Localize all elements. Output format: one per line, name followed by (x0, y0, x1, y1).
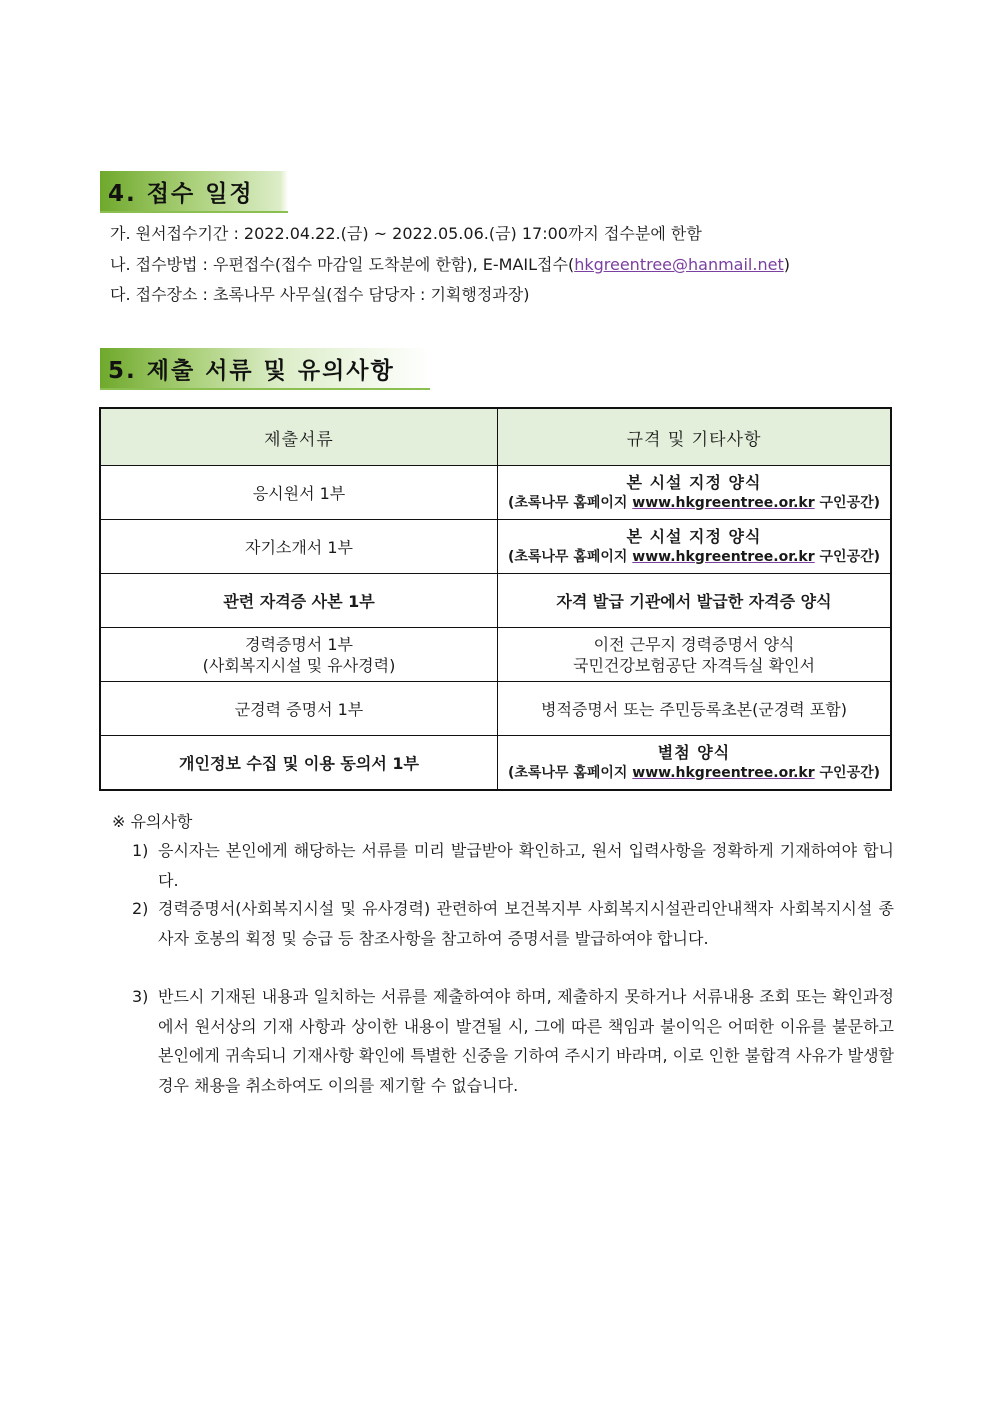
table-row (100, 682, 891, 736)
note-item (132, 836, 894, 895)
application-method-close: ) (783, 255, 790, 274)
section-5-title: 5. 제출 서류 및 유의사항 (100, 348, 430, 390)
note-item (132, 982, 894, 1100)
note-number: 2) (132, 899, 149, 918)
application-method-text: 나. 접수방법 : 우편접수(접수 마감일 도착분에 한함), E-MAIL접수( (110, 255, 575, 274)
spec-pre: (초록나무 홈페이지 (507, 548, 633, 565)
table-row (100, 574, 891, 628)
email-link[interactable]: hkgreentree@hanmail.net (574, 255, 784, 274)
doc-line-1: 경력증명서 1부 (244, 634, 353, 654)
spec-line-2: 국민건강보험공단 자격득실 확인서 (572, 655, 815, 675)
homepage-link[interactable]: www.hkgreentree.or.kr (632, 494, 815, 511)
spec-cell: 자격 발급 기관에서 발급한 자격증 양식 (498, 574, 892, 628)
spec-sub (504, 547, 884, 567)
doc-cell: 군경력 증명서 1부 (100, 682, 498, 736)
spec-line-1: 이전 근무지 경력증명서 양식 (593, 634, 795, 654)
spec-post: 구인공간) (814, 764, 881, 781)
note-text: 응시자는 본인에게 해당하는 서류를 미리 발급받아 확인하고, 원서 입력사항을 정확하게 기재하여야 합니다. (158, 841, 894, 890)
section-4-title: 4. 접수 일정 (100, 171, 288, 213)
table-row (100, 466, 891, 520)
spec-cell (498, 466, 892, 520)
spec-pre: (초록나무 홈페이지 (507, 494, 633, 511)
spec-sub (504, 763, 884, 783)
header-specs: 규격 및 기타사항 (498, 408, 892, 466)
table-row (100, 628, 891, 682)
spec-main: 본 시설 지정 양식 (626, 526, 762, 546)
table-row (100, 736, 891, 791)
spec-main: 본 시설 지정 양식 (626, 472, 762, 492)
spec-sub (504, 493, 884, 513)
note-number: 1) (132, 841, 149, 860)
spec-post: 구인공간) (814, 494, 881, 511)
notes-title: ※ 유의사항 (112, 812, 193, 831)
doc-cell: 관련 자격증 사본 1부 (100, 574, 498, 628)
header-documents: 제출서류 (100, 408, 498, 466)
spec-cell (498, 736, 892, 791)
table-row (100, 520, 891, 574)
doc-cell (100, 628, 498, 682)
application-place: 다. 접수장소 : 초록나무 사무실(접수 담당자 : 기획행정과장) (110, 285, 530, 304)
doc-line-2: (사회복지시설 및 유사경력) (202, 655, 396, 675)
table-header-row (100, 408, 891, 466)
homepage-link[interactable]: www.hkgreentree.or.kr (632, 548, 815, 565)
spec-cell (498, 628, 892, 682)
note-number: 3) (132, 987, 149, 1006)
application-period: 가. 원서접수기간 : 2022.04.22.(금) ~ 2022.05.06.(금) 17:00까지 접수분에 한함 (110, 224, 702, 243)
spec-post: 구인공간) (814, 548, 881, 565)
note-text: 반드시 기재된 내용과 일치하는 서류를 제출하여야 하며, 제출하지 못하거나 서류내용 조회 또는 확인과정에서 원서상의 기재 사항과 상이한 내용이 발견될 시, 그에 따른 책임과 불이익은 어떠한 이유를 불문하고 본인에게 귀속되니 기재사항 확인에 특별한 신중을 기하여 주시기 바라며, 이로 인한 불합격 사유가 발생할 경우 채용을 취소하여도 이의를 제기할 수 없습니다. (158, 987, 894, 1095)
note-item (132, 894, 894, 953)
spec-main: 별첨 양식 (657, 742, 731, 762)
spec-cell (498, 520, 892, 574)
spec-pre: (초록나무 홈페이지 (507, 764, 633, 781)
application-method (110, 255, 790, 275)
homepage-link[interactable]: www.hkgreentree.or.kr (632, 764, 815, 781)
documents-table (99, 407, 892, 791)
doc-cell: 응시원서 1부 (100, 466, 498, 520)
doc-cell: 개인정보 수집 및 이용 동의서 1부 (100, 736, 498, 791)
note-text: 경력증명서(사회복지시설 및 유사경력) 관련하여 보건복지부 사회복지시설관리안내책자 사회복지시설 종사자 호봉의 획정 및 승급 등 참조사항을 참고하여 증명서를 발급하여야 합니다. (158, 899, 894, 948)
spec-cell: 병적증명서 또는 주민등록초본(군경력 포함) (498, 682, 892, 736)
doc-cell: 자기소개서 1부 (100, 520, 498, 574)
